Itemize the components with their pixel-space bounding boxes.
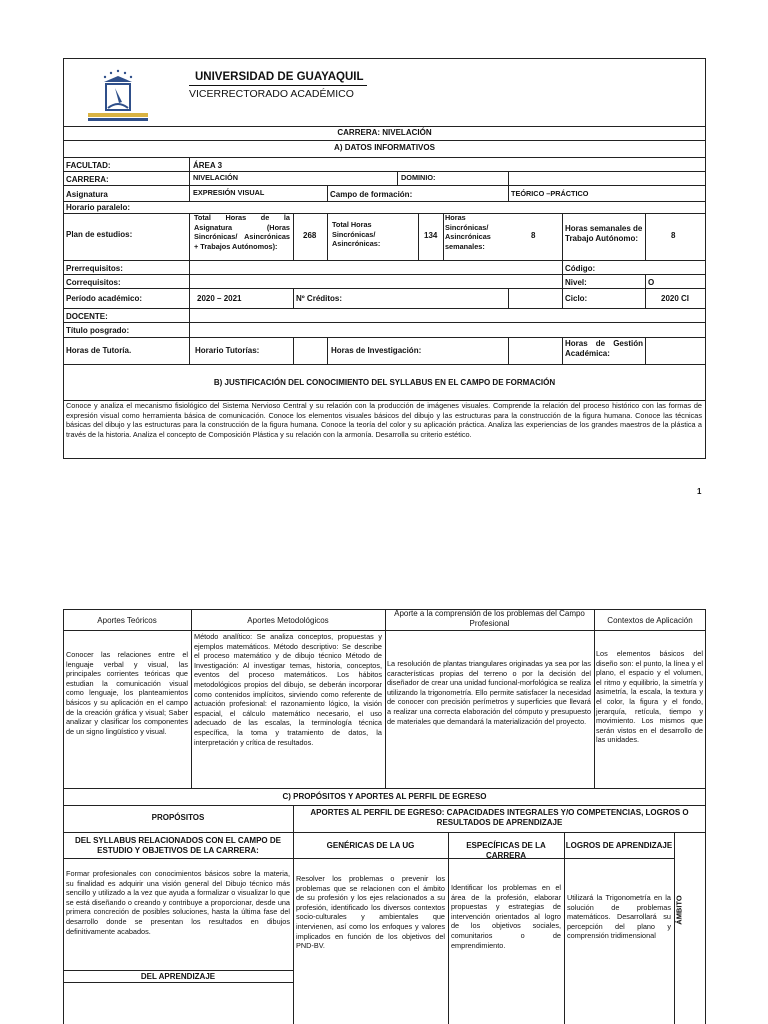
asignatura-label: Asignatura — [66, 190, 108, 199]
aportes-metodologicos-text: Método analítico: Se analiza conceptos, propuestas y ejemplos matemáticos. Método descriptivo: Se describe el proceso matemático y de dibujo técnico Método de Investigación: Al investigar temas, historia, conceptos, eventos del proceso matemáticos. Los hábitos metodológicos propios del dibujo, se deberán incorporar como contenidos implícitos, sirviendo como referente de actuación profesional: el razonamiento lógico, la visión espacial, el cálculo matemático necesario, el uso adecuado de las escalas, la terminología técnica específica, la toma y tratamiento de datos, la interpretación y crítica de resultados. — [194, 632, 382, 747]
carrera-title: CARRERA: NIVELACIÓN — [337, 128, 432, 137]
logros-header: LOGROS DE APRENDIZAJE — [565, 841, 673, 850]
campo-value: TEÓRICO –PRÁCTICO — [511, 189, 589, 198]
title-underline — [189, 85, 367, 86]
page1-table — [63, 58, 706, 459]
horas-autonomo-value: 8 — [671, 231, 676, 240]
facultad-label: FACULTAD: — [66, 161, 111, 170]
horario-tutorias-label: Horario Tutorías: — [195, 346, 260, 355]
campo-label: Campo de formación: — [330, 190, 413, 199]
section-b-title: B) JUSTIFICACIÓN DEL CONOCIMIENTO DEL SYLLABUS EN EL CAMPO DE FORMACIÓN — [213, 378, 556, 387]
especificas-header: ESPECÍFICAS DE LA CARRERA — [466, 841, 546, 860]
del-aprendizaje-header: DEL APRENDIZAJE — [140, 972, 216, 981]
periodo-label: Período académico: — [66, 294, 143, 303]
formar-text: Formar profesionales con conocimientos básicos sobre la materia, su finalidad es adquirir una visión general del Dibujo técnico más sencillo y utilizado a la vez que ayuda a formalizar o visualizar lo que se está diseñando o creando y contribuye a proporcionar, desde una primera concreción de posibles soluciones, hasta la última fase del desarrollo donde se presentan los resultados en dibujos definitivamente acabados. — [66, 869, 290, 936]
contextos-aplicacion-text: Los elementos básicos del diseño son: el punto, la línea y el plano, el espacio y el volumen, el ritmo y equilibrio, la simetría y asimetría, la escala, la textura y el color, la figura y el fondo, jerarquía, retícula, tiempo y movimiento. Los mismos que serán vistos en el desarrollo de las unidades. — [596, 649, 703, 745]
genericas-text: Resolver los problemas o prevenir los problemas que se relacionen con el ámbito de su profesión y los ejes relacionados a su profesión, identificado los diversos contextos socio-culturales y ambientales que intervienen, así como los enfoques y valores implicados en función de los objetivos del PND-BV. — [296, 874, 445, 951]
h-aportes-metodologicos: Aportes Metodológicos — [247, 616, 329, 625]
logros-text: Utilizará la Trigonometría en la solución de problemas matemáticos. Desarrollará su percepción del plano y comprensión tridimensional — [567, 893, 671, 941]
h-contextos-aplicacion: Contextos de Aplicación — [607, 616, 693, 625]
page-number: 1 — [697, 487, 702, 496]
del-syllabus-header: DEL SYLLABUS RELACIONADOS CON EL CAMPO DE ESTUDIO Y OBJETIVOS DE LA CARRERA: — [75, 836, 281, 855]
ambito-label: ÁMBITO — [674, 895, 684, 925]
section-c-title: C) PROPÓSITOS Y APORTES AL PERFIL DE EGRESO — [282, 792, 487, 801]
h-aportes-teoricos: Aportes Teóricos — [97, 616, 157, 625]
horas-sem-label: Horas Sincrónicas/ Asincrónicas semanales: — [445, 213, 491, 251]
aporte-comprension-text: La resolución de plantas triangulares originadas ya sea por las características propias del terreno o por la decisión del diseñador de crear una unidad funcional-morfológica se realiza utilizando la trigonometría. Ello permite satisfacer la necesidad de conocer con precisión perímetros y superficies que llevará a realizar una correcta elaboración del cómputo y presupuesto de materiales que demandará la materialización del proyecto. — [387, 659, 591, 726]
codigo-label: Código: — [565, 264, 596, 273]
ciclo-value: 2020 CI — [661, 294, 690, 303]
aportes-teoricos-text: Conocer las relaciones entre el lenguaje verbal y visual, las principales corrientes teóricas que estudian la comunicación visual como lenguaje, los planteamientos básicos y su aplicación en el campo de la creación gráfica y visual; Saber analizar y clasificar los componentes de un signo lingüístico y visual. — [66, 650, 188, 736]
carrera-value: NIVELACIÓN — [193, 173, 238, 182]
prerrequisitos-label: Prerrequisitos: — [66, 264, 123, 273]
ciclo-label: Ciclo: — [565, 294, 588, 303]
gestion-label: Horas de Gestión Académica: — [565, 339, 643, 358]
facultad-value: ÁREA 3 — [193, 161, 223, 170]
tutoria-label: Horas de Tutoría. — [66, 346, 132, 355]
dominio-label: DOMINIO: — [401, 173, 436, 182]
titulo-label: Título posgrado: — [66, 326, 130, 335]
genericas-header: GENÉRICAS DE LA UG — [326, 841, 415, 850]
horas-autonomo-label: Horas semanales de Trabajo Autónomo: — [565, 224, 643, 243]
correquisitos-label: Correquisitos: — [66, 278, 121, 287]
especificas-text: Identificar los problemas en el área de la profesión, elaborar propuestas y estrategias de intervención orientados al logro de los objetivos sociales, comunitarios o de emprendimiento. — [451, 883, 561, 950]
docente-label: DOCENTE: — [66, 312, 108, 321]
nivel-label: Nivel: — [565, 278, 587, 287]
horas-sem-value: 8 — [531, 231, 536, 240]
asignatura-value: EXPRESIÓN VISUAL — [193, 188, 265, 197]
plan-label: Plan de estudios: — [66, 230, 133, 239]
total-sinc-value: 134 — [424, 231, 438, 240]
horario-paralelo-label: Horario paralelo: — [66, 203, 131, 212]
periodo-value: 2020 – 2021 — [197, 294, 242, 303]
aportes-perfil-header: APORTES AL PERFIL DE EGRESO: CAPACIDADES INTEGRALES Y/O COMPETENCIAS, LOGROS O RESULTADOS DE APRENDIZAJE — [310, 808, 689, 827]
h-aporte-comprension: Aporte a la comprensión de los problemas del Campo Profesional — [394, 609, 585, 628]
investigacion-label: Horas de Investigación: — [331, 346, 422, 355]
vicerrectorado: VICERRECTORADO ACADÉMICO — [189, 88, 354, 100]
nivel-value: O — [648, 278, 655, 287]
propositos-header: PROPÓSITOS — [151, 813, 205, 822]
section-a-title: A) DATOS INFORMATIVOS — [334, 143, 435, 152]
carrera-label: CARRERA: — [66, 175, 109, 184]
total-sinc-label: Total Horas Sincrónicas/ Asincrónicas: — [332, 220, 381, 249]
section-b-text: Conoce y analiza el mecanismo fisiológico del Sistema Nervioso Central y su relación con la producción de imágenes visuales. Comprende la relación del proceso histórico con las formas de expresión visual como herramienta básica de comunicación. Conoce los elementos visuales básicos del dibujo y las estructuras para la construcción de la figura humana. Conoce las técnicas básicas del dibujo y las estructuras para la construcción de la figura humana. Conoce la teoría del color y su aplicación práctica. Analiza las experiencias de los grandes maestros de la plástica a través de la historia. Analiza el concepto de Composición Plástica y su relación con la armonía. Desarrolla su criterio estético. — [66, 401, 702, 439]
creditos-label: Nº Créditos: — [296, 294, 343, 303]
total-horas-label: Total Horas de la Asignatura (Horas Sincrónicas/ Asincrónicas + Trabajos Autónomos): — [194, 213, 290, 251]
total-horas-value: 268 — [303, 231, 317, 240]
university-name: UNIVERSIDAD DE GUAYAQUIL — [195, 71, 364, 83]
university-logo — [82, 66, 154, 122]
